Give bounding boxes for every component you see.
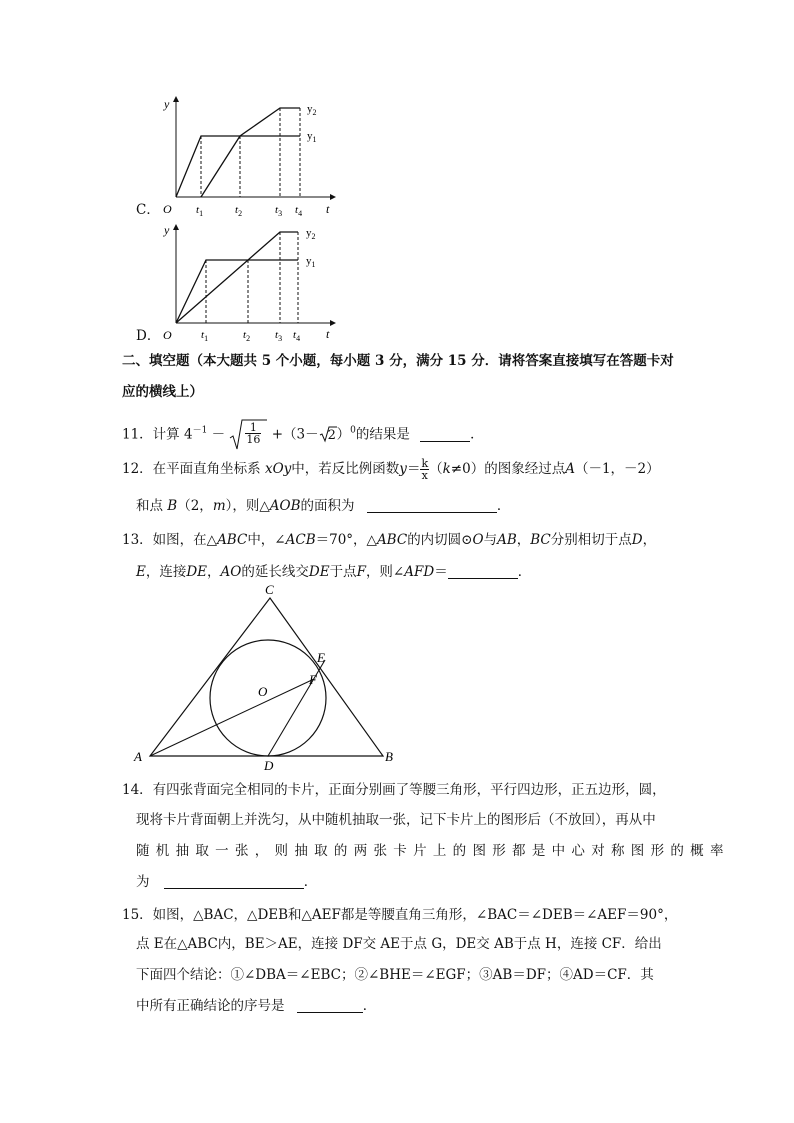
t-axis-label: t xyxy=(326,327,330,341)
triangle-figure xyxy=(130,580,400,775)
q11-pre: 11．计算 4 xyxy=(122,426,193,443)
question-12-line1: 12．在平面直角坐标系 xOy中，若反比例函数y＝ $\frac{k}{x}$ （k≠0）的图象经过点A（－1，－2） xyxy=(122,457,660,482)
label-a: A xyxy=(134,749,142,764)
line-af xyxy=(150,679,314,756)
question-13-line2: E，连接DE，AO的延长线交DE于点F，则∠AFD＝ ． xyxy=(136,564,532,580)
sqrt-two: 2 xyxy=(319,425,337,446)
answer-blank-15[interactable] xyxy=(297,998,363,1013)
triangle-abc xyxy=(150,598,383,756)
graph-c xyxy=(130,92,350,222)
t3-label: $t_3$ xyxy=(275,204,283,218)
y-axis-label: y xyxy=(164,223,170,237)
graph-d-plot xyxy=(130,222,350,350)
question-15-line3: 下面四个结论：①∠DBA＝∠EBC；②∠BHE＝∠EGF；③AB＝DF；④AD＝CF．其 xyxy=(136,967,654,983)
question-15-line2: 点 E在△ABC内，BE＞AE，连接 DF交 AE于点 G，DE交 AB于点 H，连接 CF．给出 xyxy=(136,936,662,952)
option-c-label: C． xyxy=(136,202,160,218)
origin-label: O xyxy=(163,328,172,342)
label-b: B xyxy=(385,749,393,764)
question-15-line4: 中所有正确结论的序号是 ． xyxy=(136,998,377,1014)
question-15-line1: 15．如图，△BAC，△DEB和△AEF都是等腰直角三角形，∠BAC＝∠DEB＝∠AEF＝90°， xyxy=(122,907,678,923)
graph-d xyxy=(130,222,350,350)
question-11: 11．计算 $4^{-1}$ － $\frac{1}{16}$ +（3－ 2 ）$^0$的结果是 ． xyxy=(122,418,484,452)
y-axis-label: y xyxy=(164,97,170,111)
t2-label: $t_2$ xyxy=(243,329,251,343)
answer-blank-14[interactable] xyxy=(164,874,304,889)
q11-minus: － xyxy=(211,426,226,443)
t1-label: $t_1$ xyxy=(201,329,209,343)
q11-post: 的结果是 xyxy=(355,426,410,443)
graph-c-plot xyxy=(130,92,350,222)
t-axis-label: t xyxy=(326,202,330,216)
answer-blank-11[interactable] xyxy=(420,427,470,442)
t4-label: $t_4$ xyxy=(295,204,303,218)
label-d: D xyxy=(264,758,274,773)
t1-label: $t_1$ xyxy=(196,204,204,218)
question-12-line2: 和点 B（2，m），则△AOB的面积为 ． xyxy=(136,498,511,514)
section-title-line2: 应的横线上） xyxy=(122,384,203,400)
question-14-line1: 14．有四张背面完全相同的卡片，正面分别画了等腰三角形，平行四边形，正五边形，圆， xyxy=(122,782,666,798)
q11-exp0: 0 xyxy=(350,425,356,436)
question-14-line3: 随 机 抽 取 一 张 ， 则 抽 取 的 两 张 卡 片 上 的 图 形 都 是 中 心 对 称 图 形 的 概 率 xyxy=(136,843,725,859)
y1-label: $y_1$ xyxy=(307,130,317,144)
t4-label: $t_4$ xyxy=(293,329,301,343)
label-c: C xyxy=(265,582,274,597)
y2-label: $y_2$ xyxy=(306,227,316,241)
section-title-line1: 二、填空题（本大题共 5 个小题，每小题 3 分，满分 15 分．请将答案直接填写在答题卡对 xyxy=(122,353,674,369)
label-o: O xyxy=(258,684,268,699)
q11-frac-den: 16 xyxy=(246,433,261,446)
y1-label: $y_1$ xyxy=(306,255,316,269)
answer-blank-12[interactable] xyxy=(367,498,497,513)
t3-label: $t_3$ xyxy=(275,329,283,343)
sqrt-fraction xyxy=(229,418,267,452)
incircle-diagram xyxy=(130,580,400,775)
t2-label: $t_2$ xyxy=(235,204,243,218)
origin-label: O xyxy=(163,202,172,216)
q12-fraction: $\frac{k}{x}$ xyxy=(421,457,429,482)
y2-label: $y_2$ xyxy=(307,103,317,117)
q11-frac-num: 1 xyxy=(245,422,261,434)
answer-blank-13[interactable] xyxy=(448,564,518,579)
question-13-line1: 13．如图，在△ABC中，∠ACB＝70°，△ABC的内切圆⊙O与AB，BC分别相切于点D， xyxy=(122,532,657,548)
q11-close: ） xyxy=(336,426,351,443)
label-e: E xyxy=(317,650,325,665)
label-f: F xyxy=(309,672,317,687)
q11-exp: －1 xyxy=(192,425,208,436)
q11-mid: +（3－ xyxy=(271,426,319,443)
question-14-line4: 为 ． xyxy=(136,874,318,890)
option-d-label: D． xyxy=(136,328,161,344)
incircle xyxy=(210,640,326,756)
question-14-line2: 现将卡片背面朝上并洗匀，从中随机抽取一张，记下卡片上的图形后（不放回），再从中 xyxy=(136,812,656,828)
